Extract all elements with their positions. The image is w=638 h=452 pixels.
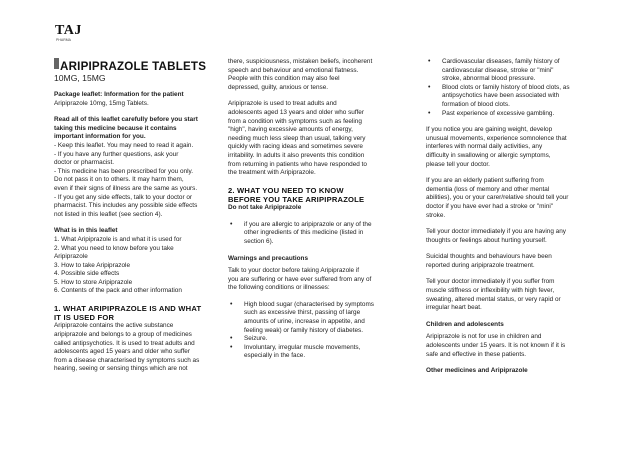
- list-item: [426, 84, 606, 110]
- list-item: [228, 221, 404, 247]
- continued-line: there, suspiciousness, mistaken beliefs, incoherent: [228, 58, 373, 65]
- warnings-line: the following conditions or illnesses:: [228, 284, 330, 292]
- bullet-line: section 6).: [244, 237, 274, 245]
- stiffness-line: muscle stiffness or inflexibility with high fever,: [426, 287, 555, 295]
- keep-line: - If you get any side effects, talk to your doctor or: [54, 193, 193, 201]
- bullet-line: Involuntary, irregular muscle movements,: [244, 343, 361, 351]
- elderly-line: If you are an elderly patient suffering from: [426, 177, 544, 185]
- harm-line: Tell your doctor immediately if you are having any: [426, 228, 566, 236]
- treat-line: from returning in patients who have responded to: [228, 160, 367, 168]
- bullet-line: Blood clots or family history of blood clots, as: [442, 83, 570, 91]
- weight-line: unusual movements, experience somnolence that: [426, 134, 567, 142]
- toc-item: 3. How to take Aripiprazole: [54, 261, 131, 269]
- keep-line: not listed in this leaflet (see section 4).: [54, 210, 163, 218]
- column-3: [426, 58, 606, 376]
- bullet-icon: •: [428, 83, 431, 91]
- elderly-line: stroke.: [426, 211, 446, 219]
- page-title: ARIPIPRAZOLE TABLETS: [60, 60, 207, 73]
- section-1-line: Aripiprazole contains the active substance: [54, 322, 174, 330]
- bullet-line: Seizure.: [244, 335, 268, 343]
- treat-line: the treatment with Aripiprazole.: [228, 169, 316, 177]
- continued-line: speech and behaviour and emotional flatness.: [228, 66, 359, 74]
- children-heading: Children and adolescents: [426, 320, 504, 328]
- keep-line: even if their signs of illness are the same as yours.: [54, 184, 198, 192]
- warnings-line: you are suffering or have ever suffered from any of: [228, 275, 372, 283]
- section-1-line: called antipsychotics. It is used to treat adults and: [54, 339, 195, 347]
- section-1-line: aripiprazole and belongs to a group of medicines: [54, 331, 192, 339]
- weight-line: difficulty in swallowing or allergic symptoms,: [426, 151, 551, 159]
- elderly-line: dementia (loss of memory and other mental: [426, 185, 550, 193]
- section-1-line: hearing, seeing or sensing things which are not: [54, 365, 188, 373]
- keep-line: - Keep this leaflet. You may need to read it again.: [54, 141, 194, 149]
- continued-line: depressed, guilty, anxious or tense.: [228, 83, 329, 91]
- section-1-line: from a disease characterised by symptoms such as: [54, 356, 200, 364]
- do-not-take-heading: Do not take Aripiprazole: [228, 204, 302, 212]
- toc-item: Aripiprazole: [54, 253, 88, 261]
- company-logo-subtext: PHARMA: [56, 38, 71, 42]
- bullet-line: feeling weak) or family history of diabetes.: [244, 326, 363, 334]
- section-1-line: adolescents aged 15 years and older who suffer: [54, 348, 190, 356]
- list-item: [228, 301, 404, 335]
- bullet-line: such as excessive thirst, passing of large: [244, 309, 361, 317]
- bullet-icon: •: [230, 300, 233, 308]
- strength-subtitle: 10MG, 15MG: [54, 73, 106, 83]
- list-item: [228, 344, 404, 361]
- bullet-line: formation of blood clots.: [442, 100, 510, 108]
- weight-line: interferes with normal daily activities, any: [426, 143, 543, 151]
- column-2: [228, 58, 404, 361]
- warnings-line: Talk to your doctor before taking Aripiprazole if: [228, 267, 360, 275]
- bullet-line: antipsychotics have been associated with: [442, 92, 560, 100]
- bullet-line: if you are allergic to aripiprazole or any of the: [244, 220, 372, 228]
- elderly-line: doctor if you have ever had a stroke or "mini": [426, 202, 554, 210]
- read-line: important information for you.: [54, 133, 146, 141]
- company-logo: TAJ: [55, 23, 82, 38]
- conditions-list-continued: [426, 58, 606, 118]
- toc-item: 4. Possible side effects: [54, 270, 120, 278]
- suicidal-line: reported during aripiprazole treatment.: [426, 261, 535, 269]
- bullet-icon: •: [230, 220, 233, 228]
- bullet-icon: •: [230, 335, 233, 343]
- list-item: [426, 58, 606, 84]
- stiffness-line: sweating, altered mental status, or very rapid or: [426, 295, 561, 303]
- weight-line: please tell your doctor.: [426, 160, 490, 168]
- read-line: taking this medicine because it contains: [54, 124, 177, 132]
- column-1: [54, 91, 222, 374]
- toc-item: 5. How to store Aripiprazole: [54, 278, 133, 286]
- toc-item: 2. What you need to know before you take: [54, 244, 174, 252]
- allergy-list: [228, 221, 404, 247]
- title-marker: [54, 58, 59, 69]
- list-item: [228, 335, 404, 344]
- treat-line: irritability. In adults it also prevents this condition: [228, 151, 365, 159]
- keep-line: - If you have any further questions, ask your: [54, 150, 179, 158]
- bullet-line: stroke, abnormal blood pressure.: [442, 75, 536, 83]
- bullet-line: Past experience of excessive gambling.: [442, 109, 555, 117]
- keep-line: doctor or pharmacist.: [54, 159, 115, 167]
- conditions-list: [228, 301, 404, 361]
- children-line: adolescents under 15 years. It is not known if it is: [426, 342, 566, 350]
- keep-line: pharmacist. This includes any possible side effects: [54, 202, 198, 210]
- bullet-line: Cardiovascular diseases, family history of: [442, 58, 560, 65]
- treat-line: Aripiprazole is used to treat adults and: [228, 100, 337, 108]
- leaflet-subheading: Aripiprazole 10mg, 15mg Tablets.: [54, 99, 149, 107]
- treat-line: adolescents aged 13 years and older who suffer: [228, 108, 364, 116]
- section-1-heading: 1. WHAT ARIPIPRAZOLE IS AND WHAT: [54, 304, 202, 314]
- elderly-line: abilities), you or your carer/relative should tell your: [426, 194, 569, 202]
- stiffness-line: irregular heart beat.: [426, 304, 482, 312]
- bullet-icon: •: [428, 58, 431, 65]
- treat-line: quickly with racing ideas and sometimes severe: [228, 143, 363, 151]
- continued-line: People with this condition may also feel: [228, 75, 340, 83]
- keep-line: Do not pass it on to others. It may harm them,: [54, 176, 184, 184]
- section-2-heading: BEFORE YOU TAKE ARIPIPRAZOLE: [228, 194, 365, 204]
- treat-line: needing much less sleep than usual, talking very: [228, 134, 366, 142]
- section-2-heading: 2. WHAT YOU NEED TO KNOW: [228, 185, 344, 195]
- warnings-heading: Warnings and precautions: [228, 254, 309, 262]
- weight-line: If you notice you are gaining weight, develop: [426, 126, 553, 134]
- suicidal-line: Suicidal thoughts and behaviours have been: [426, 253, 552, 261]
- toc-item: 1. What Aripiprazole is and what it is used for: [54, 235, 182, 243]
- toc-item: 6. Contents of the pack and other information: [54, 287, 182, 295]
- children-line: Aripiprazole is not for use in children and: [426, 333, 542, 341]
- keep-line: - This medicine has been prescribed for you only.: [54, 167, 194, 175]
- bullet-line: especially in the face.: [244, 352, 306, 360]
- toc-heading: What is in this leaflet: [54, 227, 118, 235]
- treat-line: "high", having excessive amounts of energy,: [228, 126, 353, 134]
- bullet-icon: •: [230, 343, 233, 351]
- harm-line: thoughts or feelings about hurting yourself.: [426, 236, 547, 244]
- stiffness-line: Tell your doctor immediately if you suffer from: [426, 278, 555, 286]
- other-medicines-heading: Other medicines and Aripiprazole: [426, 367, 528, 375]
- section-1-heading: IT IS USED FOR: [54, 313, 115, 323]
- leaflet-heading: Package leaflet: Information for the patient: [54, 91, 184, 98]
- bullet-line: other ingredients of this medicine (listed in: [244, 229, 364, 237]
- list-item: [426, 110, 606, 119]
- bullet-icon: •: [428, 109, 431, 117]
- children-line: safe and effective in these patients.: [426, 350, 527, 358]
- treat-line: from a condition with symptoms such as feeling: [228, 117, 362, 125]
- bullet-line: High blood sugar (characterised by symptoms: [244, 300, 375, 308]
- bullet-line: amounts of urine, increase in appetite, and: [244, 318, 365, 326]
- bullet-line: cardiovascular disease, stroke or "mini": [442, 66, 554, 74]
- read-line: Read all of this leaflet carefully before you start: [54, 116, 198, 124]
